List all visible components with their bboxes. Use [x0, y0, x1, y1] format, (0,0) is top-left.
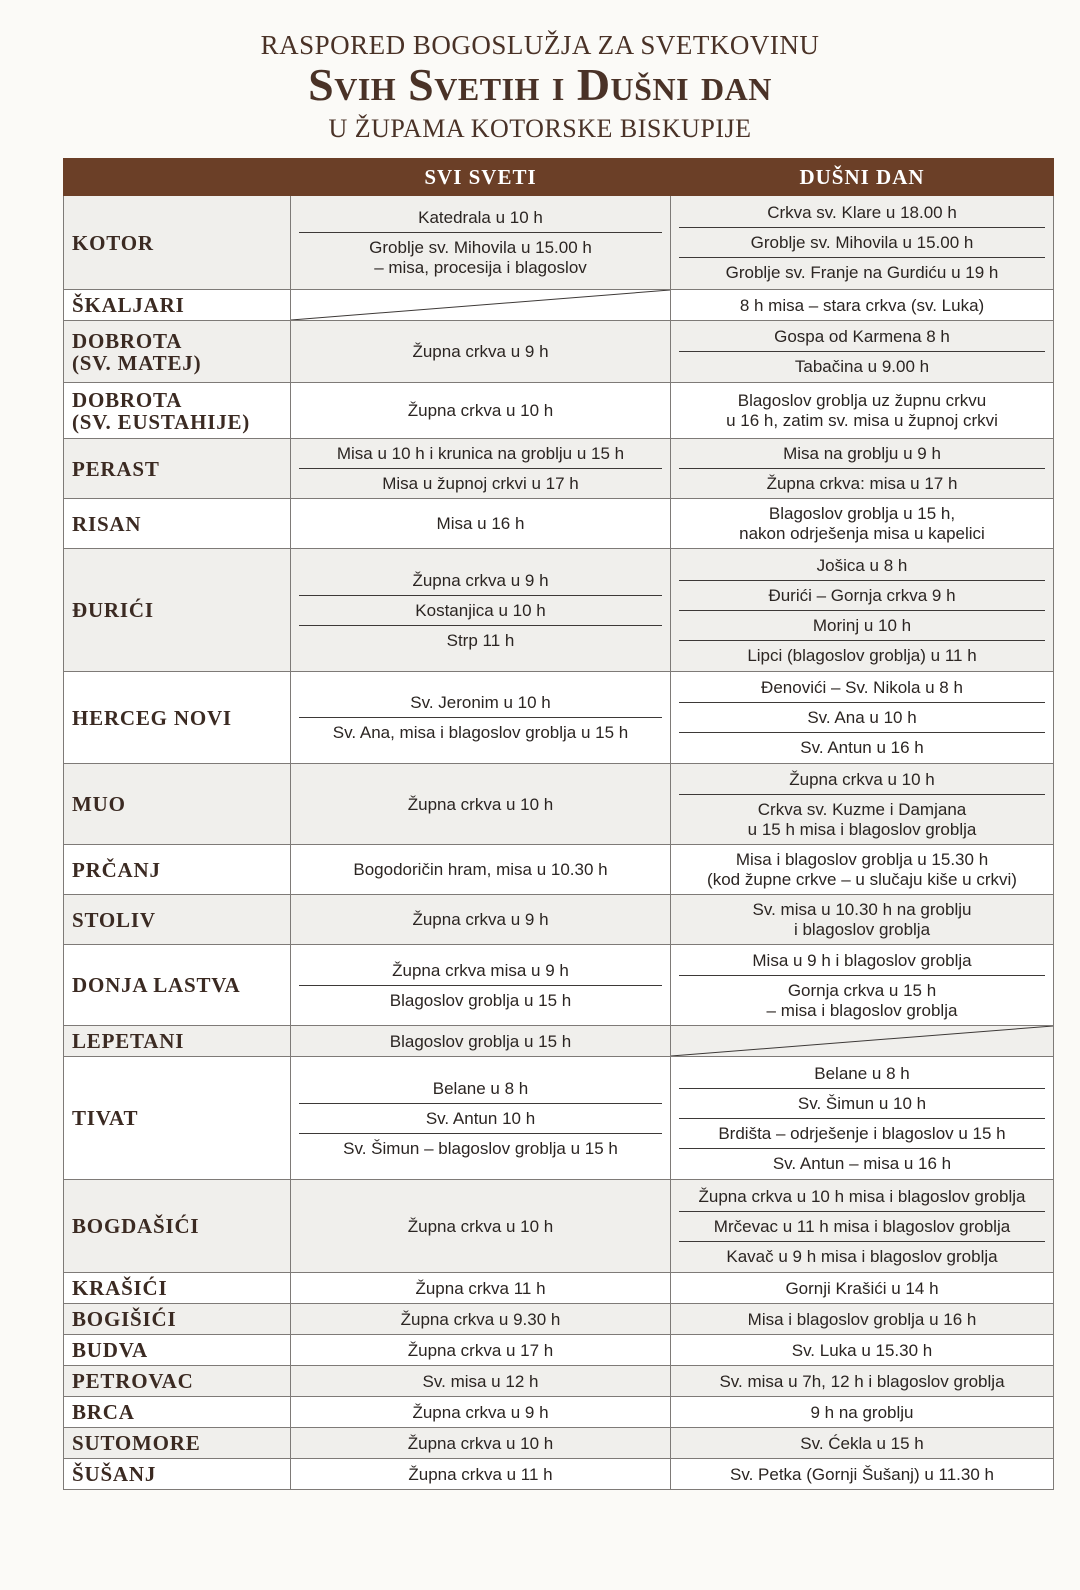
parish-name: MUO: [64, 764, 291, 845]
title-line-2: Svih Svetih i Dušni dan: [308, 59, 772, 110]
table-row: [64, 1366, 1054, 1397]
parish-name: RISAN: [64, 499, 291, 549]
dusni-dan-cell: [671, 672, 1054, 764]
svi-sveti-entry: Župna crkva u 9 h: [412, 342, 549, 361]
svi-sveti-cell: [291, 1335, 671, 1366]
dusni-dan-entry: 9 h na groblju: [810, 1402, 914, 1422]
parish-name: DONJA LASTVA: [64, 945, 291, 1026]
svi-sveti-entry: Misa u 16 h: [436, 514, 525, 533]
parish-name: PETROVAC: [64, 1366, 291, 1397]
dusni-dan-cell: [671, 290, 1054, 321]
dusni-dan-cell: [671, 1180, 1054, 1273]
dusni-dan-cell: [671, 895, 1054, 945]
svi-sveti-entry: Misa u 10 h i krunica na groblju u 15 h: [299, 439, 662, 469]
svi-sveti-entry: Župna crkva u 9 h: [412, 1402, 549, 1422]
table-row: [64, 1304, 1054, 1335]
svi-sveti-cell: [291, 895, 671, 945]
table-row: [64, 1459, 1054, 1490]
svi-sveti-cell: [291, 383, 671, 439]
dusni-dan-entry: Đenovići – Sv. Nikola u 8 h: [679, 673, 1045, 703]
table-row: [64, 196, 1054, 290]
svi-sveti-cell: [291, 196, 671, 290]
parish-name: KOTOR: [64, 196, 291, 290]
dusni-dan-entry: Sv. Ćekla u 15 h: [800, 1433, 924, 1453]
table-row: [64, 549, 1054, 672]
dusni-dan-entry: Misa i blagoslov groblja u 15.30 h (kod župne crkve – u slučaju kiše u crkvi): [707, 850, 1017, 889]
dusni-dan-entry: Belane u 8 h: [679, 1059, 1045, 1089]
table-row: [64, 1335, 1054, 1366]
svi-sveti-cell: [291, 764, 671, 845]
svi-sveti-cell: [291, 945, 671, 1026]
dusni-dan-entry: Sv. Ana u 10 h: [679, 703, 1045, 733]
dusni-dan-entry: Gospa od Karmena 8 h: [679, 322, 1045, 352]
parish-name: HERCEG NOVI: [64, 672, 291, 764]
dusni-dan-entry: Sv. Luka u 15.30 h: [791, 1340, 933, 1360]
dusni-dan-entry: Gornja crkva u 15 h – misa i blagoslov groblja: [766, 980, 958, 1020]
table-row: [64, 290, 1054, 321]
table-row: [64, 1057, 1054, 1180]
svi-sveti-entry: Blagoslov groblja u 15 h: [389, 990, 572, 1010]
title-line-3: U ŽUPAMA KOTORSKE BISKUPIJE: [328, 114, 752, 143]
dusni-dan-cell: [671, 383, 1054, 439]
svi-sveti-cell: [291, 1304, 671, 1335]
dusni-dan-entry: Kavač u 9 h misa i blagoslov groblja: [726, 1246, 998, 1266]
dusni-dan-cell: [671, 1304, 1054, 1335]
parish-name: DOBROTA (SV. MATEJ): [64, 321, 291, 383]
svi-sveti-cell: [291, 672, 671, 764]
table-row: [64, 895, 1054, 945]
dusni-dan-entry: Sv. Antun – misa u 16 h: [772, 1153, 952, 1173]
parish-name: DOBROTA (SV. EUSTAHIJE): [64, 383, 291, 439]
parish-name: ŠKALJARI: [64, 290, 291, 321]
svi-sveti-cell: [291, 1397, 671, 1428]
table-row: [64, 383, 1054, 439]
svi-sveti-entry: Župna crkva u 9 h: [299, 566, 662, 596]
svi-sveti-entry: Belane u 8 h: [299, 1074, 662, 1104]
dusni-dan-cell: [671, 1335, 1054, 1366]
dusni-dan-entry: Crkva sv. Klare u 18.00 h: [679, 198, 1045, 228]
dusni-dan-entry: Misa na groblju u 9 h: [679, 439, 1045, 469]
svi-sveti-entry: Župna crkva u 10 h: [407, 794, 554, 814]
header-dusni-dan: DUŠNI DAN: [671, 159, 1054, 196]
svi-sveti-entry: Groblje sv. Mihovila u 15.00 h – misa, procesija i blagoslov: [369, 238, 592, 277]
dusni-dan-entry: Sv. Šimun u 10 h: [679, 1089, 1045, 1119]
dusni-dan-entry: 8 h misa – stara crkva (sv. Luka): [739, 295, 985, 315]
svi-sveti-cell: [291, 1459, 671, 1490]
table-row: [64, 1026, 1054, 1057]
dusni-dan-cell: [671, 321, 1054, 383]
svi-sveti-entry: Bogodoričin hram, misa u 10.30 h: [353, 860, 608, 879]
parish-name: LEPETANI: [64, 1026, 291, 1057]
dusni-dan-cell: [671, 1459, 1054, 1490]
header-svi-sveti: SVI SVETI: [291, 159, 671, 196]
svi-sveti-cell: [291, 1057, 671, 1180]
dusni-dan-entry: Župna crkva: misa u 17 h: [766, 474, 958, 493]
svi-sveti-entry: Župna crkva u 10 h: [407, 401, 554, 420]
dusni-dan-cell: [671, 1026, 1054, 1057]
empty-cell-diagonal: [291, 290, 670, 320]
svi-sveti-cell: [291, 1026, 671, 1057]
dusni-dan-entry: Misa u 9 h i blagoslov groblja: [679, 946, 1045, 976]
dusni-dan-entry: Morinj u 10 h: [679, 611, 1045, 641]
dusni-dan-entry: Misa i blagoslov groblja u 16 h: [747, 1309, 977, 1329]
dusni-dan-entry: Blagoslov groblja uz župnu crkvu u 16 h, zatim sv. misa u župnoj crkvi: [726, 391, 998, 430]
schedule-table: [63, 158, 1054, 1490]
svi-sveti-cell: [291, 290, 671, 321]
dusni-dan-entry: Sv. Antun u 16 h: [800, 738, 924, 757]
dusni-dan-cell: [671, 1057, 1054, 1180]
empty-cell-diagonal: [671, 1026, 1053, 1056]
dusni-dan-entry: Brdišta – odrješenje i blagoslov u 15 h: [679, 1119, 1045, 1149]
svi-sveti-entry: Misa u župnoj crkvi u 17 h: [382, 474, 579, 493]
svi-sveti-entry: Župna crkva u 10 h: [407, 1433, 554, 1453]
dusni-dan-cell: [671, 1428, 1054, 1459]
svi-sveti-entry: Sv. Ana, misa i blagoslov groblja u 15 h: [332, 723, 629, 742]
svi-sveti-entry: Župna crkva 11 h: [415, 1278, 546, 1298]
svi-sveti-cell: [291, 439, 671, 499]
table-row: [64, 672, 1054, 764]
table-row: [64, 1428, 1054, 1459]
table-row: [64, 439, 1054, 499]
table-row: [64, 1397, 1054, 1428]
svi-sveti-cell: [291, 499, 671, 549]
dusni-dan-entry: Sv. Petka (Gornji Šušanj) u 11.30 h: [730, 1464, 994, 1484]
svi-sveti-entry: Kostanjica u 10 h: [299, 596, 662, 626]
dusni-dan-entry: Groblje sv. Franje na Gurdiću u 19 h: [725, 263, 999, 282]
parish-name: ĐURIĆI: [64, 549, 291, 672]
svi-sveti-cell: [291, 845, 671, 895]
parish-name: BOGIŠIĆI: [64, 1304, 291, 1335]
dusni-dan-cell: [671, 499, 1054, 549]
svi-sveti-entry: Župna crkva u 11 h: [408, 1464, 553, 1484]
table-row: [64, 321, 1054, 383]
table-row: [64, 1180, 1054, 1273]
svi-sveti-cell: [291, 1428, 671, 1459]
dusni-dan-entry: Crkva sv. Kuzme i Damjana u 15 h misa i blagoslov groblja: [747, 799, 977, 839]
parish-name: STOLIV: [64, 895, 291, 945]
svi-sveti-entry: Župna crkva u 9 h: [412, 910, 549, 929]
parish-name: BOGDAŠIĆI: [64, 1180, 291, 1273]
table-row: [64, 1273, 1054, 1304]
parish-name: BRCA: [64, 1397, 291, 1428]
svi-sveti-entry: Sv. Šimun – blagoslov groblja u 15 h: [343, 1138, 618, 1158]
dusni-dan-entry: Mrčevac u 11 h misa i blagoslov groblja: [679, 1212, 1045, 1242]
table-row: [64, 764, 1054, 845]
dusni-dan-cell: [671, 1397, 1054, 1428]
svi-sveti-entry: Župna crkva u 10 h: [407, 1216, 554, 1236]
dusni-dan-entry: Gornji Krašići u 14 h: [785, 1278, 939, 1298]
parish-name: KRAŠIĆI: [64, 1273, 291, 1304]
svi-sveti-entry: Župna crkva u 17 h: [407, 1340, 554, 1360]
dusni-dan-cell: [671, 1366, 1054, 1397]
dusni-dan-entry: Župna crkva u 10 h misa i blagoslov groblja: [679, 1182, 1045, 1212]
table-row: [64, 499, 1054, 549]
svi-sveti-cell: [291, 549, 671, 672]
svi-sveti-cell: [291, 1273, 671, 1304]
dusni-dan-cell: [671, 549, 1054, 672]
parish-name: ŠUŠANJ: [64, 1459, 291, 1490]
svi-sveti-cell: [291, 321, 671, 383]
svi-sveti-cell: [291, 1180, 671, 1273]
dusni-dan-entry: Tabačina u 9.00 h: [794, 357, 930, 376]
dusni-dan-entry: Župna crkva u 10 h: [679, 765, 1045, 795]
svi-sveti-entry: Sv. misa u 12 h: [422, 1371, 539, 1391]
svi-sveti-entry: Župna crkva misa u 9 h: [299, 956, 662, 986]
svi-sveti-entry: Blagoslov groblja u 15 h: [389, 1031, 572, 1051]
svi-sveti-entry: Katedrala u 10 h: [299, 203, 662, 233]
dusni-dan-cell: [671, 764, 1054, 845]
dusni-dan-entry: Sv. misa u 10.30 h na groblju i blagoslov groblja: [752, 900, 972, 939]
svi-sveti-entry: Strp 11 h: [446, 630, 515, 650]
dusni-dan-entry: Groblje sv. Mihovila u 15.00 h: [679, 228, 1045, 258]
dusni-dan-entry: Blagoslov groblja u 15 h, nakon odrješenja misa u kapelici: [739, 504, 985, 543]
table-row: [64, 945, 1054, 1026]
dusni-dan-cell: [671, 439, 1054, 499]
dusni-dan-entry: Đurići – Gornja crkva 9 h: [679, 581, 1045, 611]
dusni-dan-cell: [671, 845, 1054, 895]
dusni-dan-entry: Sv. misa u 7h, 12 h i blagoslov groblja: [719, 1371, 1005, 1391]
parish-name: SUTOMORE: [64, 1428, 291, 1459]
svi-sveti-cell: [291, 1366, 671, 1397]
svi-sveti-entry: Sv. Antun 10 h: [299, 1104, 662, 1134]
dusni-dan-cell: [671, 945, 1054, 1026]
table-header-row: [64, 159, 1054, 196]
parish-name: PRČANJ: [64, 845, 291, 895]
dusni-dan-entry: Lipci (blagoslov groblja) u 11 h: [747, 645, 977, 665]
table-row: [64, 845, 1054, 895]
svi-sveti-entry: Župna crkva u 9.30 h: [400, 1309, 561, 1329]
dusni-dan-entry: Jošica u 8 h: [679, 551, 1045, 581]
dusni-dan-cell: [671, 1273, 1054, 1304]
dusni-dan-cell: [671, 196, 1054, 290]
header-place: [64, 159, 291, 196]
svi-sveti-entry: Sv. Jeronim u 10 h: [299, 688, 662, 718]
parish-name: PERAST: [64, 439, 291, 499]
title-line-1: RASPORED BOGOSLUŽJA ZA SVETKOVINU: [260, 30, 820, 60]
parish-name: TIVAT: [64, 1057, 291, 1180]
parish-name: BUDVA: [64, 1335, 291, 1366]
